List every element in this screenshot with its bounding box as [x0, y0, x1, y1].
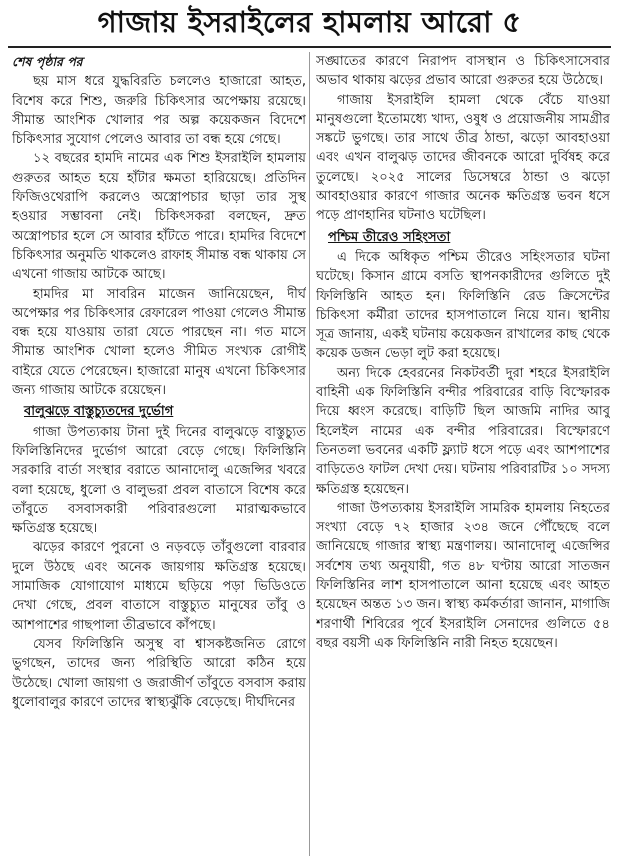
right-column	[316, 52, 610, 858]
paragraph: এ দিকে অধিকৃত পশ্চিম তীরেও সহিংসতার ঘটনা ঘটেছে। কিসান গ্রামে বসতি স্থাপনকারীদের গুলিতে দুই ফিলিস্তিনি আহত হন। ফিলিস্তিনি রেড ক্রিসেন্টের চিকিৎসা কর্মীরা তাদের হাসপাতালে নিয়ে যান। স্থানীয় সূত্র জানায়, একই ঘটনায় কয়েকজন রাখালের কাছ থেকে কয়েক ডজন ভেড়া লুট করা হয়েছে।	[316, 249, 610, 362]
paragraph: গাজায় ইসরাইলি হামলা থেকে বেঁচে যাওয়া মানুষগুলো ইতোমধ্যে খাদ্য, ওষুধ ও প্রয়োজনীয় সামগ্রীর সঙ্কটে ভুগছে। তার সাথে তীব্র ঠান্ডা, ঝড়ো আবহাওয়া এবং এখন বালুঝড় তাদের জীবনকে আরো দুর্বিষহ করে তুলেছে। ২০২৫ সালের ডিসেম্বরে ঠান্ডা ও ঝড়ো আবহাওয়ার কারণে গাজার অনেক ক্ষতিগ্রস্ত ভবন ধসে পড়ে প্রাণহানির ঘটনাও ঘটেছিল।	[316, 92, 610, 224]
paragraph: গাজা উপত্যকায় টানা দুই দিনের বালুঝড়ে বাস্তুচ্যুত ফিলিস্তিনিদের দুর্ভোগ আরো বেড়ে গেছে। ফিলিস্তিনি সরকারি বার্তা সংস্থার বরাতে আনাদোলু এজেন্সির খবরে বলা হয়েছে, ধুলো ও বালুভরা প্রবল বাতাসে বিশেষ করে তাঁবুতে বসবাসকারী পরিবারগুলো মারাত্মকভাবে ক্ষতিগ্রস্ত হয়েছে।	[12, 424, 306, 537]
paragraph: ১২ বছরের হামদি নামের এক শিশু ইসরাইলি হামলায় গুরুতর আহত হয়ে হাঁটার ক্ষমতা হারিয়েছে। প্রতিদিন ফিজিওথেরাপি করলেও অস্ত্রোপচার ছাড়া তার সুস্থ হওয়ার সম্ভাবনা নেই। চিকিৎসকরা বলছেন, দ্রুত অস্ত্রোপচার হলে সে আবার হাঁটতে পারে। হামদির বিদেশে চিকিৎসার অনুমতি থাকলেও রাফাহ সীমান্ত বন্ধ থাকায় সে এখনো গাজায় আটকে আছে।	[12, 151, 306, 283]
paragraph-continuation: সঙ্ঘাতের কারণে নিরাপদ বাসস্থান ও চিকিৎসাসেবার অভাব থাকায় ঝড়ের প্রভাব আরো গুরুতর হয়ে উঠেছে।	[316, 54, 610, 89]
subheading-west-bank: পশ্চিম তীরেও সহিংসতা	[328, 229, 451, 245]
paragraph: অন্য দিকে হেবরনের নিকটবর্তী দুরা শহরে ইসরাইলি বাহিনী এক ফিলিস্তিনি বন্দীর পরিবারের বাড়ি বিস্ফোরক দিয়ে ধ্বংস করেছে। বাড়িটি ছিল আজমি নাদির আবু হিলেইল নামের এক বন্দীর পরিবারের। বিস্ফোরণে তিনতলা ভবনের একটি ফ্ল্যাট ধসে পড়ে এবং আশপাশের বাড়িতেও ফাটল দেখা দেয়। ঘটনায় পরিবারটির ১০ সদস্য ক্ষতিগ্রস্ত হয়েছেন।	[316, 365, 610, 497]
paragraph: হামদির মা সাবরিন মাজেন জানিয়েছেন, দীর্ঘ অপেক্ষার পর চিকিৎসার রেফারেল পাওয়া গেলেও সীমান্ত বন্ধ হয়ে যাওয়ায় তারা যেতে পারছেন না। গত মাসে সীমান্ত আংশিক খোলা হলেও সীমিত সংখ্যক রোগীই বাইরে যেতে পেরেছেন। হাজারো মানুষ এখনো চিকিৎসার জন্য গাজায় আটকে রয়েছেন।	[12, 286, 306, 399]
continued-kicker: শেষ পৃষ্ঠার পর	[12, 54, 83, 69]
column-divider	[309, 52, 310, 856]
paragraph: ছয় মাস ধরে যুদ্ধবিরতি চললেও হাজারো আহত, বিশেষ করে শিশু, জরুরি চিকিৎসার অপেক্ষায় রয়েছে। সীমান্ত আংশিক খোলার পর অল্প কয়েকজন বিদেশে চিকিৎসার সুযোগ পেলেও আবার তা বন্ধ হয়ে গেছে।	[12, 74, 306, 148]
subheading-sandstorm: বালুঝড়ে বাস্তুচ্যুতদের দুর্ভোগ	[24, 404, 174, 420]
headline: গাজায় ইসরাইলের হামলায় আরো ৫	[97, 5, 522, 39]
paragraph: গাজা উপত্যকায় ইসরাইলি সামরিক হামলায় নিহতের সংখ্যা বেড়ে ৭২ হাজার ২৩৪ জনে পৌঁছেছে বলে জানিয়েছে গাজার স্বাস্থ্য মন্ত্রণালয়। আনাদোলু এজেন্সির সর্বশেষ তথ্য অনুযায়ী, গত ৪৮ ঘণ্টায় আরো সাতজন ফিলিস্তিনির লাশ হাসপাতালে আনা হয়েছে এবং আহত হয়েছেন অন্তত ১৩ জন। স্বাস্থ্য কর্মকর্তারা জানান, মাগাজি শরণার্থী শিবিরের পূর্বে ইসরাইলি সেনাদের গুলিতে ৫৪ বছর বয়সী এক ফিলিস্তিনি নারী নিহত হয়েছেন।	[316, 500, 610, 651]
paragraph: ঝড়ের কারণে পুরনো ও নড়বড়ে তাঁবুগুলো বারবার দুলে উঠছে এবং অনেক জায়গায় ক্ষতিগ্রস্ত হয়েছে। সামাজিক যোগাযোগ মাধ্যমে ছড়িয়ে পড়া ভিডিওতে দেখা গেছে, প্রবল বাতাসে বাস্তুচ্যুত মানুষের তাঁবু ও আশপাশের গাছপালা তীব্রভাবে কাঁপছে।	[12, 540, 306, 633]
left-column	[12, 52, 306, 858]
headline-rule	[8, 46, 611, 48]
paragraph: যেসব ফিলিস্তিনি অসুস্থ বা শ্বাসকষ্টজনিত রোগে ভুগছেন, তাদের জন্য পরিস্থিতি আরো কঠিন হয়ে উঠেছে। খোলা জায়গা ও জরাজীর্ণ তাঁবুতে বসবাস করায় ধুলোবালুর কারণে তাদের স্বাস্থ্যঝুঁকি বেড়েছে। দীর্ঘদিনের	[12, 636, 306, 710]
